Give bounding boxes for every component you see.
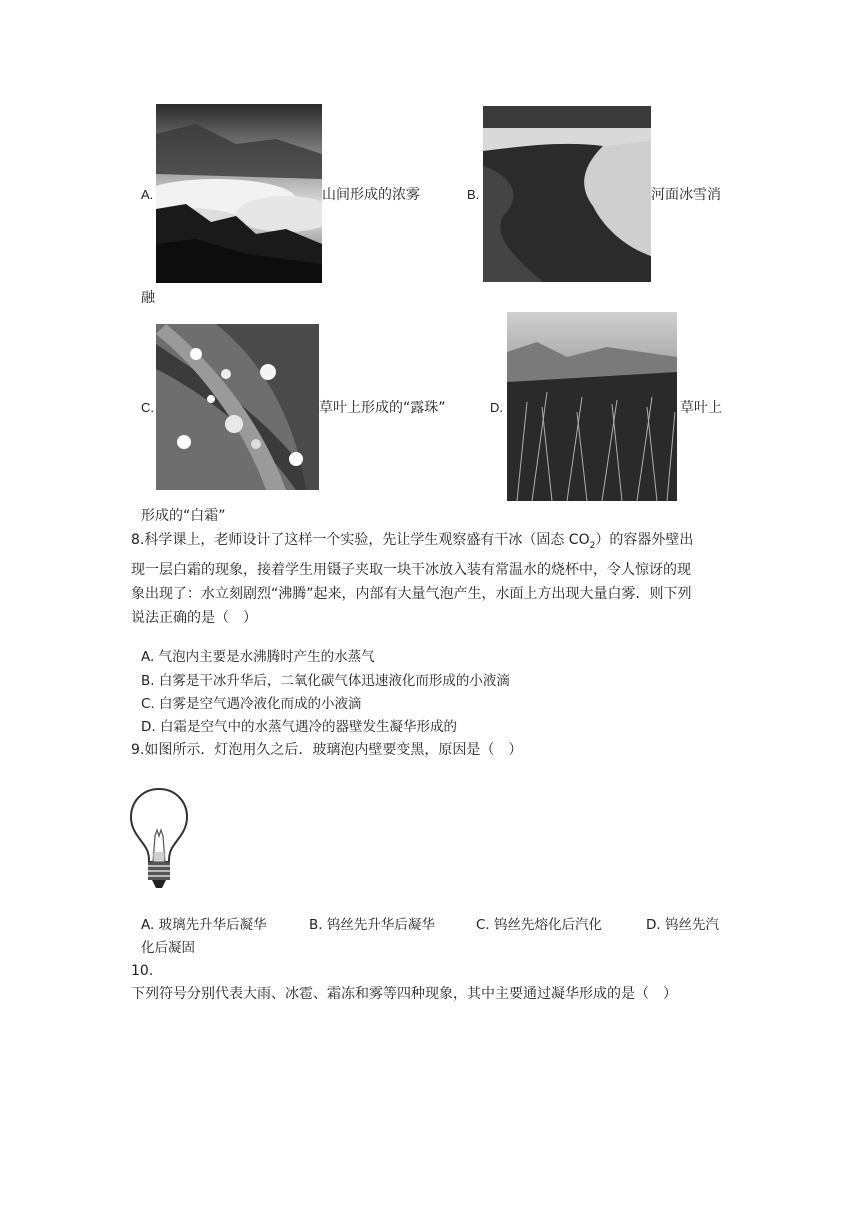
question-8-choice-c[interactable]: C. 白雾是空气遇冷液化而成的小液滴 <box>141 696 362 712</box>
question-8-choice-b[interactable]: B. 白雾是干冰升华后，二氧化碳气体迅速液化而形成的小液滴 <box>141 673 510 689</box>
light-bulb-image <box>128 786 190 892</box>
option-d-label: D. <box>490 400 503 415</box>
option-b-caption-continued: 融 <box>141 290 155 306</box>
melting-river-ice-image <box>483 106 651 282</box>
question-8-line3: 象出现了：水立刻剧烈“沸腾”起来，内部有大量气泡产生，水面上方出现大量白雾．则下列 <box>131 585 692 602</box>
option-d-caption-continued: 形成的“白霜” <box>141 508 226 524</box>
question-8-choice-d[interactable]: D. 白霜是空气中的水蒸气遇冷的器壁发生凝华形成的 <box>141 719 457 735</box>
question-9-choice-d-continued: 化后凝固 <box>141 940 195 956</box>
question-10-number: 10. <box>131 963 154 979</box>
question-9-choice-b[interactable]: B. 钨丝先升华后凝华 <box>309 917 435 933</box>
question-9-choice-c[interactable]: C. 钨丝先熔化后汽化 <box>476 917 603 933</box>
dew-drops-on-grass-image <box>156 324 319 490</box>
question-8-line1: 8.科学课上，老师设计了这样一个实验，先让学生观察盛有干冰（固态 CO <box>131 532 590 548</box>
option-b-caption: 河面冰雪消 <box>651 187 721 203</box>
question-8-choice-a[interactable]: A. 气泡内主要是水沸腾时产生的水蒸气 <box>141 649 375 665</box>
option-d-caption: 草叶上 <box>680 400 722 416</box>
frost-on-grass-image <box>507 312 677 501</box>
question-8-line1-end: ）的容器外壁出 <box>595 532 694 548</box>
option-a-caption: 山间形成的浓雾 <box>322 187 420 203</box>
question-9-stem: 9.如图所示．灯泡用久之后．玻璃泡内壁要变黑，原因是（ ） <box>131 742 523 758</box>
fog-in-mountains-image <box>156 104 322 283</box>
question-9-choice-d[interactable]: D. 钨丝先汽 <box>646 917 719 933</box>
question-10-stem: 下列符号分别代表大雨、冰雹、霜冻和雾等四种现象，其中主要通过凝华形成的是（ ） <box>131 986 677 1002</box>
option-c-caption: 草叶上形成的“露珠” <box>319 400 446 416</box>
question-8-line2: 现一层白霜的现象，接着学生用镊子夹取一块干冰放入装有常温水的烧杯中，令人惊讶的现 <box>131 561 691 578</box>
question-8-line4: 说法正确的是（ ） <box>131 609 257 626</box>
question-9-choice-a[interactable]: A. 玻璃先升华后凝华 <box>141 917 267 933</box>
question-8-stem <box>131 528 731 630</box>
co2-subscript: 2 <box>589 540 596 551</box>
option-c-label: C. <box>141 400 154 415</box>
option-a-label: A. <box>141 187 154 202</box>
option-b-label: B. <box>467 187 480 202</box>
